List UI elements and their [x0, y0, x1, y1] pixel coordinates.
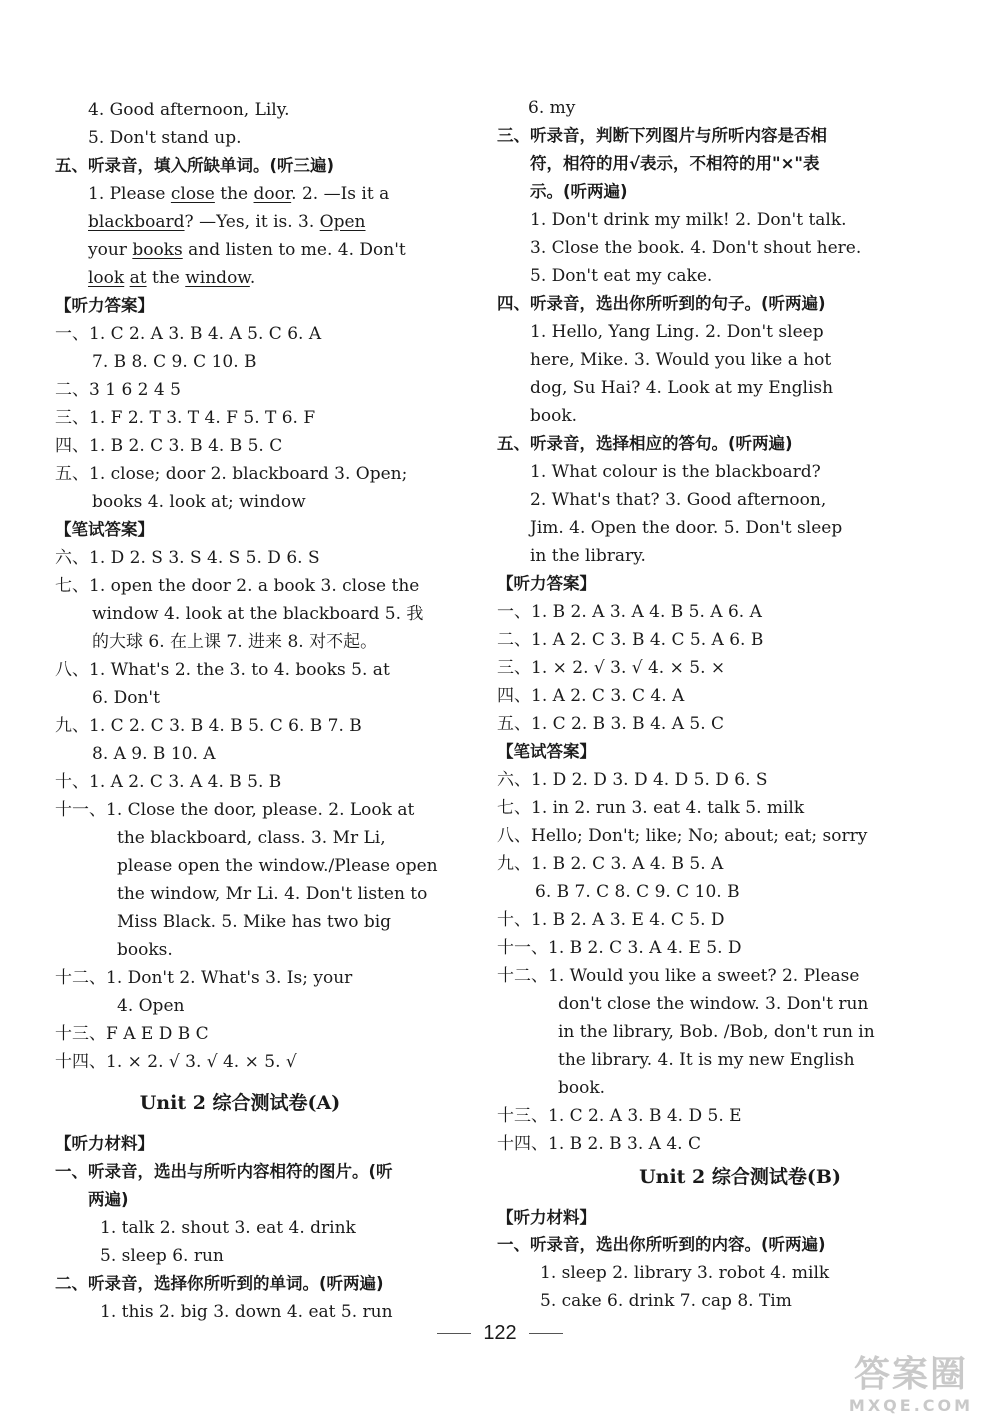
answer-line: the library. 4. It is my new English [558, 1050, 855, 1070]
text-line: 1. this 2. big 3. down 4. eat 5. run [100, 1302, 393, 1322]
text-line: here, Mike. 3. Would you like a hot [530, 350, 832, 370]
answer-line: 十一、1. B 2. C 3. A 4. E 5. D [497, 938, 742, 958]
fill-in-line: 1. Please close the door. 2. —Is it a [88, 184, 390, 204]
answer-line: 十一、1. Close the door, please. 2. Look at [55, 800, 415, 820]
answer-line: 九、1. C 2. C 3. B 4. B 5. C 6. B 7. B [55, 716, 362, 736]
text-line: 6. my [528, 98, 576, 118]
answer-line: 7. B 8. C 9. C 10. B [92, 352, 257, 372]
section-heading: 示。(听两遍) [530, 182, 628, 201]
text-line: dog, Su Hai? 4. Look at my English [530, 378, 834, 398]
section-heading: 二、听录音，选择你所听到的单词。(听两遍) [55, 1274, 384, 1293]
section-heading: 符，相符的用√表示，不相符的用"×"表 [530, 154, 820, 173]
section-heading: 三、听录音，判断下列图片与所听内容是否相 [497, 126, 827, 145]
fill-in-line: look at the window. [88, 268, 256, 288]
text-line: in the library. [530, 546, 646, 566]
answer-line: Miss Black. 5. Mike has two big [117, 912, 392, 932]
section-label: 【听力答案】 [497, 574, 596, 593]
answer-line: 8. A 9. B 10. A [92, 744, 216, 764]
section-heading: 五、听录音，填入所缺单词。(听三遍) [55, 156, 335, 175]
text-line: 5. sleep 6. run [100, 1246, 224, 1266]
text-line: 5. Don't stand up. [88, 128, 242, 148]
answer-line: 二、1. A 2. C 3. B 4. C 5. A 6. B [497, 630, 764, 650]
section-label: 【听力材料】 [497, 1208, 596, 1227]
answer-line: 五、1. close; door 2. blackboard 3. Open; [55, 464, 408, 484]
page-number: 122 [483, 1322, 517, 1344]
answer-line: 五、1. C 2. B 3. B 4. A 5. C [497, 714, 725, 734]
filled-word: books [132, 240, 183, 260]
footer-dash-right [529, 1333, 563, 1334]
watermark-text-bottom: MXQE.COM [848, 1396, 974, 1415]
answer-line: 十二、1. Would you like a sweet? 2. Please [497, 966, 860, 986]
answer-line: 六、1. D 2. D 3. D 4. D 5. D 6. S [497, 770, 768, 790]
answer-line: 的大球 6. 在上课 7. 进来 8. 对不起。 [92, 632, 378, 652]
text-line: 1. Don't drink my milk! 2. Don't talk. [530, 210, 847, 230]
fill-in-line: blackboard? —Yes, it is. 3. Open [88, 212, 366, 232]
filled-word: window [185, 268, 250, 288]
filled-word: close [170, 184, 215, 204]
text-line: 3. Close the book. 4. Don't shout here. [530, 238, 862, 258]
answer-line: 八、Hello; Don't; like; No; about; eat; sorry [497, 826, 868, 846]
text-line: 4. Good afternoon, Lily. [88, 100, 290, 120]
section-label: 【听力材料】 [55, 1134, 154, 1153]
answer-line: 十、1. B 2. A 3. E 4. C 5. D [497, 910, 725, 930]
answer-line: 三、1. F 2. T 3. T 4. F 5. T 6. F [55, 408, 316, 428]
answer-line: 二、3 1 6 2 4 5 [55, 380, 181, 400]
filled-word: Open [319, 212, 366, 232]
filled-word: door [253, 184, 292, 204]
answer-line: books. [117, 940, 173, 960]
answer-line: the blackboard, class. 3. Mr Li, [117, 828, 386, 848]
unit-title: Unit 2 综合测试卷(B) [639, 1166, 841, 1188]
answer-line: 七、1. open the door 2. a book 3. close the [55, 576, 420, 596]
section-label: 【听力答案】 [55, 296, 154, 315]
answer-line: 6. Don't [92, 688, 160, 708]
text-line: 1. sleep 2. library 3. robot 4. milk [540, 1263, 830, 1283]
section-heading: 两遍) [88, 1190, 129, 1209]
answer-line: 4. Open [117, 996, 185, 1016]
fill-in-line: your books and listen to me. 4. Don't [88, 240, 406, 260]
text-line: 1. talk 2. shout 3. eat 4. drink [100, 1218, 356, 1238]
page-footer [0, 1322, 1000, 1345]
answer-line: books 4. look at; window [92, 492, 306, 512]
text-line: 5. Don't eat my cake. [530, 266, 713, 286]
footer-dash-left [437, 1333, 471, 1334]
answer-line: 十二、1. Don't 2. What's 3. Is; your [55, 968, 353, 988]
answer-line: 十四、1. × 2. √ 3. √ 4. × 5. √ [55, 1052, 297, 1072]
watermark-logo [836, 1354, 986, 1418]
section-label: 【笔试答案】 [497, 742, 596, 761]
text-line: 1. Hello, Yang Ling. 2. Don't sleep [530, 322, 824, 342]
filled-word: at [129, 268, 147, 288]
text-line: 2. What's that? 3. Good afternoon, [530, 490, 827, 510]
answer-line: don't close the window. 3. Don't run [558, 994, 869, 1014]
answer-line: 十三、1. C 2. A 3. B 4. D 5. E [497, 1106, 742, 1126]
answer-line: please open the window./Please open [117, 856, 438, 876]
answer-line: in the library, Bob. /Bob, don't run in [558, 1022, 875, 1042]
section-heading: 四、听录音，选出你所听到的句子。(听两遍) [497, 294, 826, 313]
section-heading: 一、听录音，选出与所听内容相符的图片。(听 [55, 1162, 393, 1181]
answer-line: 一、1. C 2. A 3. B 4. A 5. C 6. A [55, 324, 322, 344]
text-line: Jim. 4. Open the door. 5. Don't sleep [530, 518, 843, 538]
text-line: 5. cake 6. drink 7. cap 8. Tim [540, 1291, 792, 1311]
answer-line: 四、1. A 2. C 3. C 4. A [497, 686, 685, 706]
watermark-text-top: 答案圈 [853, 1354, 968, 1395]
unit-title: Unit 2 综合测试卷(A) [139, 1092, 341, 1114]
answer-line: 十三、F A E D B C [55, 1024, 209, 1044]
section-heading: 一、听录音，选出你所听到的内容。(听两遍) [497, 1235, 826, 1254]
answer-line: 七、1. in 2. run 3. eat 4. talk 5. milk [497, 798, 805, 818]
text-line: book. [530, 406, 578, 426]
text-line: 1. What colour is the blackboard? [530, 462, 821, 482]
filled-word: blackboard [88, 212, 185, 232]
section-label: 【笔试答案】 [55, 520, 154, 539]
answer-line: 6. B 7. C 8. C 9. C 10. B [535, 882, 740, 902]
answer-line: 九、1. B 2. C 3. A 4. B 5. A [497, 854, 724, 874]
answer-line: book. [558, 1078, 606, 1098]
answer-line: the window, Mr Li. 4. Don't listen to [117, 884, 428, 904]
answer-line: 四、1. B 2. C 3. B 4. B 5. C [55, 436, 283, 456]
filled-word: look [88, 268, 125, 288]
answer-line: 八、1. What's 2. the 3. to 4. books 5. at [55, 660, 390, 680]
answer-line: window 4. look at the blackboard 5. 我 [92, 604, 424, 624]
answer-line: 十、1. A 2. C 3. A 4. B 5. B [55, 772, 282, 792]
section-heading: 五、听录音，选择相应的答句。(听两遍) [497, 434, 793, 453]
answer-line: 十四、1. B 2. B 3. A 4. C [497, 1134, 701, 1154]
answer-line: 一、1. B 2. A 3. A 4. B 5. A 6. A [497, 602, 762, 622]
answer-line: 三、1. × 2. √ 3. √ 4. × 5. × [497, 658, 726, 678]
answer-line: 六、1. D 2. S 3. S 4. S 5. D 6. S [55, 548, 320, 568]
